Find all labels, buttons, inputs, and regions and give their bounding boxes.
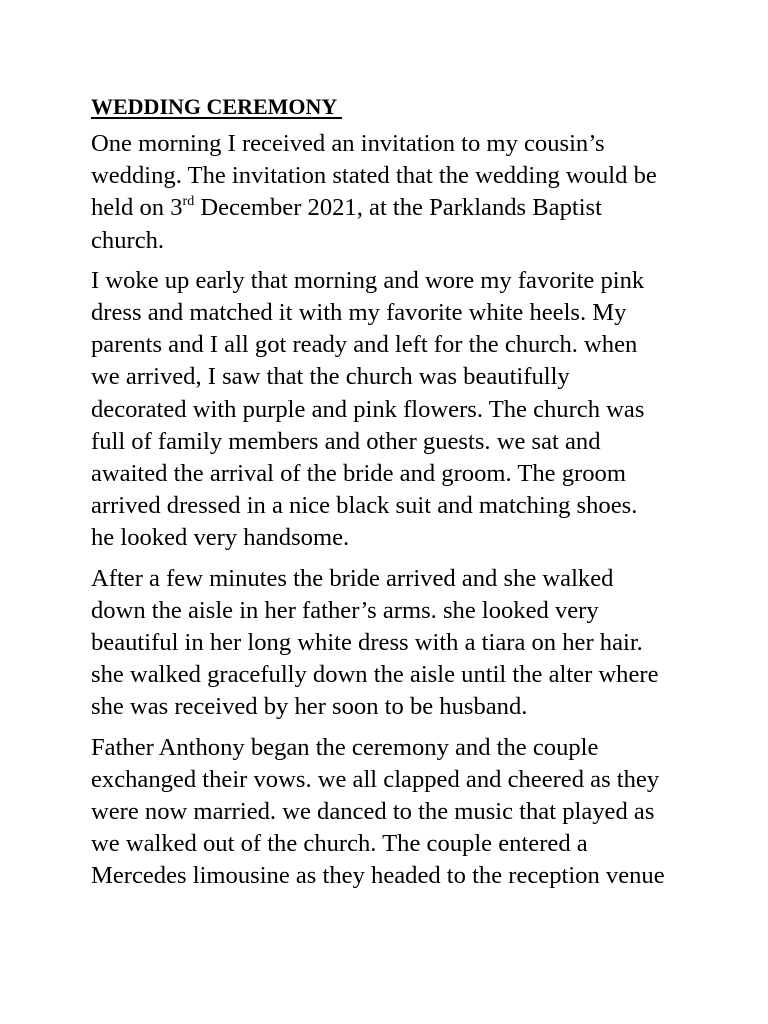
text-line: exchanged their vows. we all clapped and cheered as they (91, 765, 660, 793)
document-title: WEDDING CEREMONY (91, 94, 342, 119)
date-ordinal-superscript: rd (182, 194, 195, 210)
date-text-before: held on 3 (91, 194, 183, 222)
text-line: After a few minutes the bride arrived and she walked (91, 564, 614, 592)
text-line: arrived dressed in a nice black suit and matching shoes. (91, 492, 638, 520)
text-line: Mercedes limousine as they headed to the reception venue (91, 862, 665, 890)
paragraph-morning (91, 265, 691, 555)
text-line: Father Anthony began the ceremony and the couple (91, 733, 599, 761)
text-line-date (91, 192, 691, 224)
text-line: I woke up early that morning and wore my favorite pink (91, 266, 645, 294)
text-line: church. (91, 226, 165, 254)
text-line: One morning I received an invitation to my cousin’s (91, 130, 605, 157)
paragraph-bride (91, 563, 691, 724)
text-line: we walked out of the church. The couple entered a (91, 830, 588, 858)
text-line: full of family members and other guests. we sat and (91, 427, 601, 455)
text-line: she walked gracefully down the aisle until the alter where (91, 661, 659, 689)
text-line: she was received by her soon to be husband. (91, 693, 528, 721)
text-line: beautiful in her long white dress with a tiara on her hair. (91, 629, 643, 657)
text-line: we arrived, I saw that the church was beautifully (91, 363, 570, 391)
text-line: down the aisle in her father’s arms. she looked very (91, 596, 599, 624)
text-line: he looked very handsome. (91, 524, 350, 552)
text-line: dress and matched it with my favorite white heels. My (91, 299, 627, 327)
text-line: were now married. we danced to the music that played as (91, 798, 655, 826)
text-line: decorated with purple and pink flowers. The church was (91, 395, 645, 423)
paragraph-invitation (91, 128, 691, 257)
text-line: wedding. The invitation stated that the wedding would be (91, 162, 657, 190)
date-text-after: December 2021, at the Parklands Baptist (194, 194, 602, 222)
text-line: parents and I all got ready and left for the church. when (91, 331, 638, 359)
paragraph-ceremony (91, 732, 691, 893)
document-page (91, 92, 691, 901)
text-line: awaited the arrival of the bride and groom. The groom (91, 460, 626, 488)
